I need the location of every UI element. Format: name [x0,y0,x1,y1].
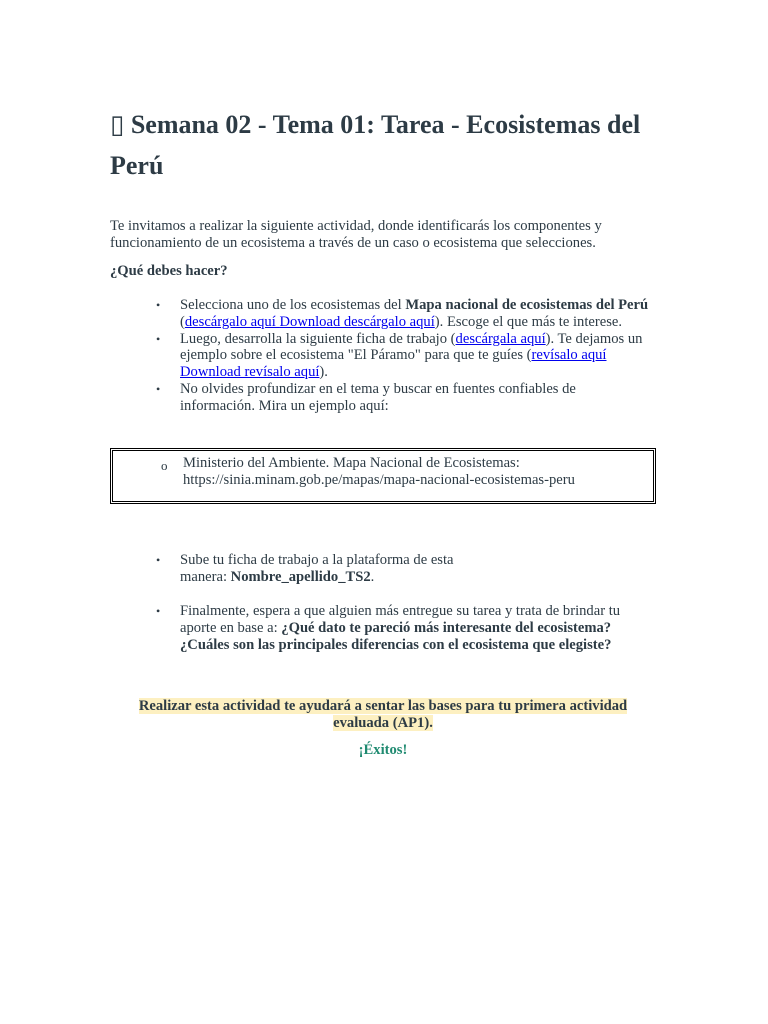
step-text: No olvides profundizar en el tema y buscar en fuentes confiables de información. Mira un ejemplo aquí: [180,380,576,414]
list-item [110,381,650,415]
success-message: ¡Éxitos! [358,742,408,758]
intro-paragraph: Te invitamos a realizar la siguiente actividad, donde identificarás los componentes y funcionamiento de un ecosistema a través de un caso o ecosistema que selecciones. [110,218,602,251]
closing-message [110,698,656,732]
step-text: Finalmente, espera a que alguien más entregue su tarea y trata de brindar tu aporte en base a: [180,603,621,636]
step-text: Sube tu ficha de trabajo a la plataforma de esta [180,552,454,568]
bullet-icon: • [156,331,161,346]
step-text: Luego, desarrolla la siguiente ficha de trabajo ( [180,330,456,347]
link-download-label: Download revísalo aquí [180,364,320,381]
highlighted-text: Realizar esta actividad te ayudará a sentar las bases para tu primera actividad evaluada (AP1). [138,698,628,731]
list-item [110,552,650,586]
bullet-icon: • [156,298,161,312]
step-text: . [370,569,375,585]
section-heading: ¿Qué debes hacer? [110,263,228,279]
download-map-link[interactable] [185,314,435,330]
page-title-text: Semana 02 - Tema 01: Tarea - Ecosistemas del Perú [110,110,641,180]
step-text: ( [180,313,185,330]
reference-url: https://sinia.minam.gob.pe/mapas/mapa-nacional-ecosistemas-peru [183,472,575,488]
bullet-icon: • [156,553,161,567]
step-bold-text: Mapa nacional de ecosistemas del Perú [405,297,649,313]
reference-text [183,455,653,489]
step-text: manera: [180,569,231,585]
reference-box [110,448,656,504]
step-text: ). Te dejamos un ejemplo sobre el ecosistema "El Páramo" para que te guíes ( [180,330,643,364]
circle-bullet-icon: o [161,458,168,473]
link-label: revísalo aquí [531,347,607,364]
link-download-label: Download descárgalo aquí [279,313,435,330]
steps-list-continued [110,552,650,654]
download-worksheet-link[interactable]: descárgala aquí [455,330,546,347]
list-item [110,603,650,654]
step-text: ). Escoge el que más te interese. [434,313,623,330]
page-title [110,104,660,186]
bullet-icon: • [156,604,161,618]
link-label: descárgalo aquí [184,313,280,330]
steps-list [110,297,650,415]
bullet-icon: • [156,381,161,396]
step-bold-text: ¿Qué dato te pareció más interesante del ecosistema? ¿Cuáles son las principales diferencias con el ecosistema que elegiste? [180,620,612,653]
list-item [110,331,650,381]
step-text: ). [319,364,328,381]
list-item [110,297,650,331]
step-text: Selecciona uno de los ecosistemas del [180,297,406,313]
document-icon: ▯ [110,110,125,139]
reference-line: Ministerio del Ambiente. Mapa Nacional de Ecosistemas: [183,455,520,471]
file-name-format: Nombre_apellido_TS2 [230,569,371,585]
